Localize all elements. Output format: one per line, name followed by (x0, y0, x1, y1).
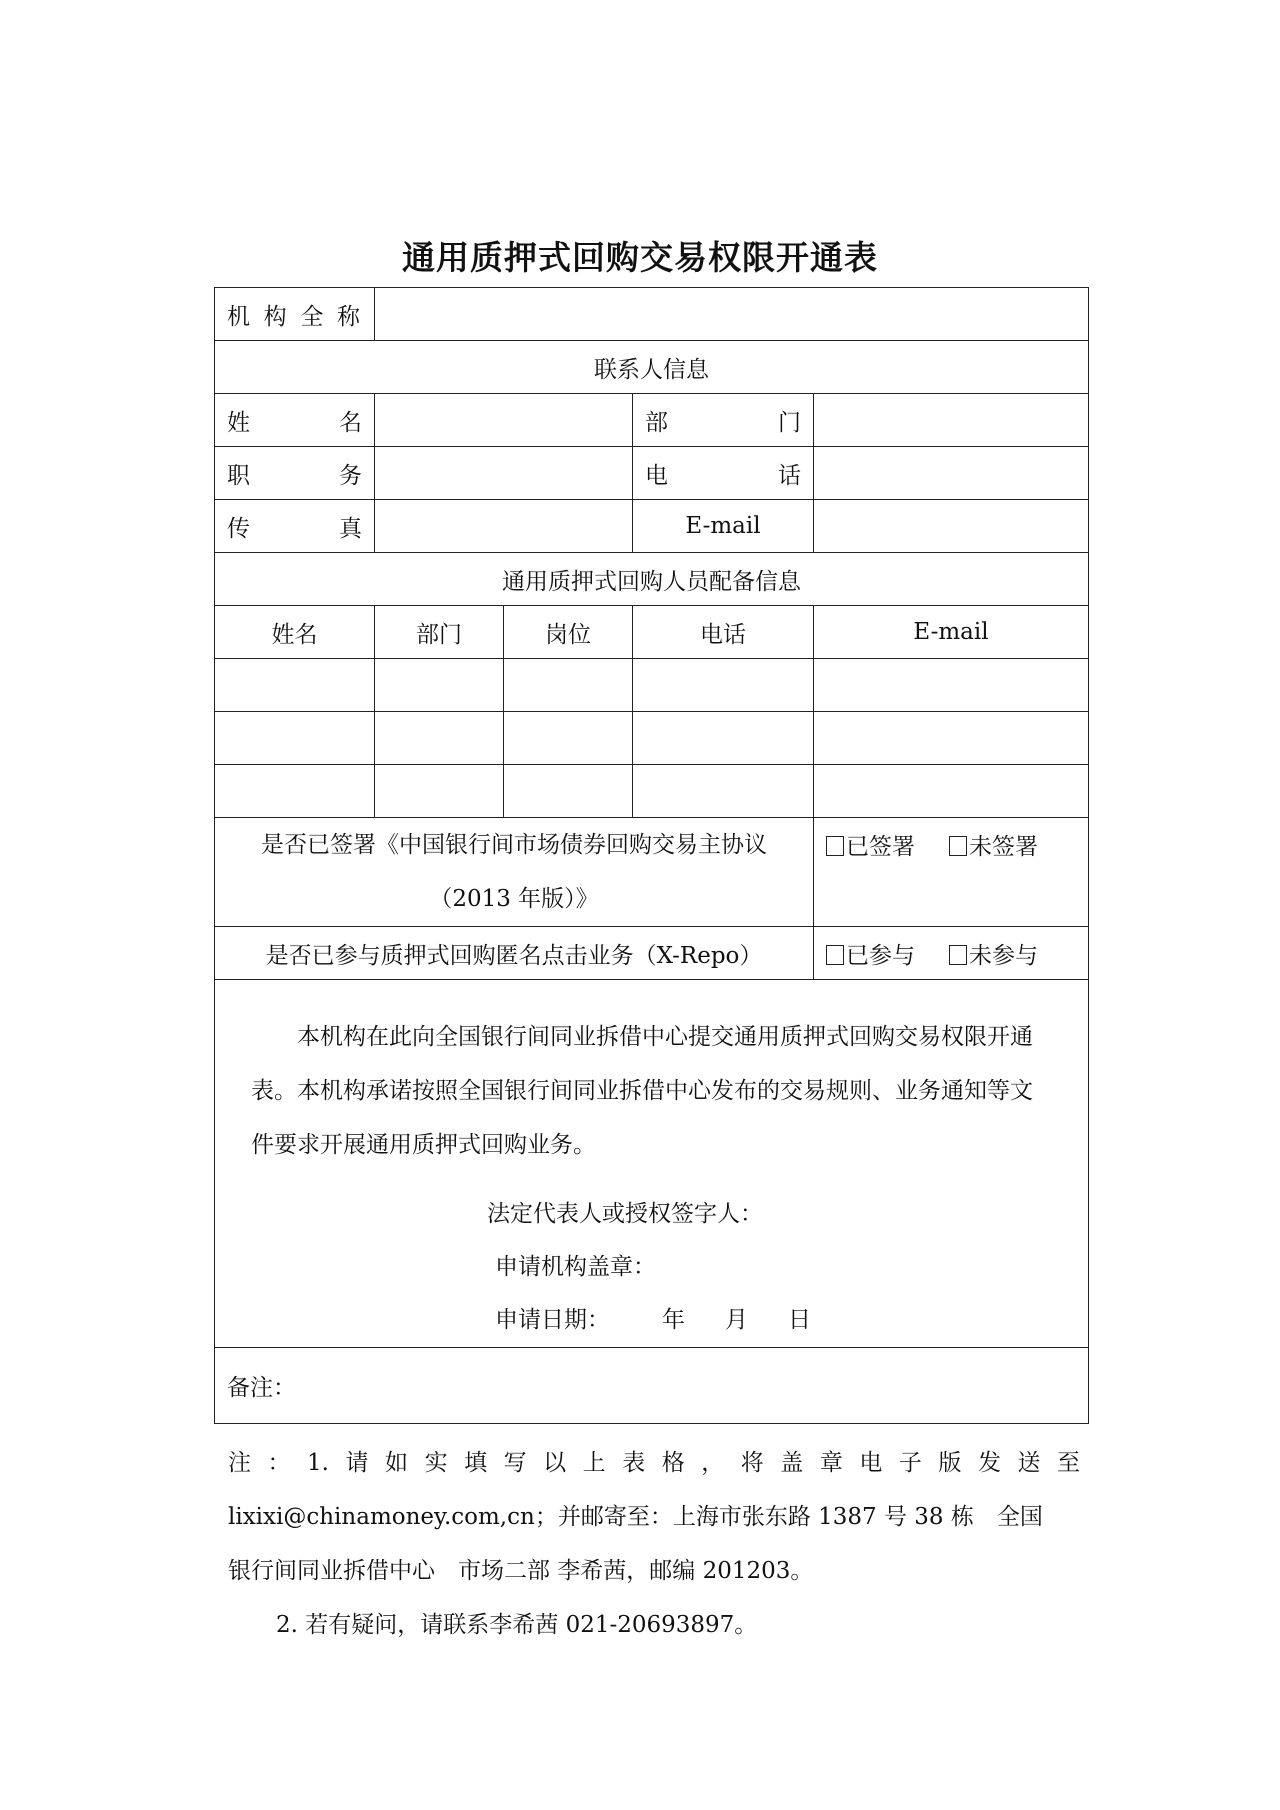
xrepo-options (814, 927, 1089, 980)
remarks-label: 备注： (227, 1375, 296, 1401)
contact-row (215, 447, 1089, 500)
staff-column-header: 电话 (633, 606, 814, 659)
contact-position-input[interactable] (375, 447, 633, 500)
contact-row (215, 500, 1089, 553)
contact-fax-label: 传真 (215, 500, 375, 553)
contact-fax-input[interactable] (375, 500, 633, 553)
institution-row (215, 288, 1089, 341)
contact-info-header: 联系人信息 (215, 341, 1089, 394)
date-year: 年 (662, 1307, 685, 1333)
staff-row (215, 765, 1089, 818)
checkbox-icon[interactable] (826, 945, 844, 965)
remarks-cell[interactable] (215, 1348, 1089, 1424)
date-month: 月 (725, 1307, 748, 1333)
staff-cell[interactable] (814, 659, 1089, 712)
statement-cell (215, 980, 1089, 1348)
date-label: 申请日期： (495, 1307, 610, 1333)
staff-info-header: 通用质押式回购人员配备信息 (215, 553, 1089, 606)
staff-cell[interactable] (633, 765, 814, 818)
contact-name-label: 姓名 (215, 394, 375, 447)
staff-cell[interactable] (633, 659, 814, 712)
note-line-2: lixixi@chinamoney.com,cn；并邮寄至：上海市张东路 1387 号 38 栋 全国 (228, 1504, 1043, 1530)
staff-row (215, 659, 1089, 712)
statement-row (215, 980, 1089, 1348)
checkbox-icon[interactable] (949, 945, 967, 965)
staff-cell[interactable] (633, 712, 814, 765)
staff-cell[interactable] (814, 712, 1089, 765)
institution-label: 机构全称 (215, 288, 375, 341)
xrepo-joined-option[interactable]: 已参与 (826, 937, 915, 970)
agreement-options (814, 818, 1089, 927)
contact-dept-input[interactable] (814, 394, 1089, 447)
contact-name-input[interactable] (375, 394, 633, 447)
signatory-label: 法定代表人或授权签字人： (487, 1201, 763, 1227)
staff-cell[interactable] (375, 712, 504, 765)
seal-label: 申请机构盖章： (495, 1254, 656, 1280)
staff-column-header: 岗位 (504, 606, 633, 659)
contact-phone-label: 电话 (633, 447, 814, 500)
permission-form-table (214, 287, 1089, 1424)
contact-position-label: 职务 (215, 447, 375, 500)
xrepo-not-joined-option[interactable]: 未参与 (949, 937, 1038, 970)
staff-cell[interactable] (215, 712, 375, 765)
contact-row (215, 394, 1089, 447)
contact-dept-label: 部门 (633, 394, 814, 447)
date-day: 日 (788, 1307, 811, 1333)
agreement-unsigned-option[interactable]: 未签署 (949, 828, 1038, 861)
remarks-row (215, 1348, 1089, 1424)
application-date (487, 1294, 1088, 1347)
contact-email-input[interactable] (814, 500, 1089, 553)
staff-columns-row (215, 606, 1089, 659)
staff-row (215, 712, 1089, 765)
staff-cell[interactable] (215, 765, 375, 818)
agreement-question-line2: （2013 年版）》 (429, 886, 599, 912)
agreement-row (215, 818, 1089, 927)
agreement-question (215, 818, 814, 927)
footnotes (228, 1436, 1080, 1652)
staff-column-header: 部门 (375, 606, 504, 659)
checkbox-icon[interactable] (826, 836, 844, 856)
note-line-1: 注：1.请如实填写以上表格，将盖章电子版发送至 (228, 1450, 1080, 1476)
statement-text: 本机构在此向全国银行间同业拆借中心提交通用质押式回购交易权限开通表。本机构承诺按照全国银行间同业拆借中心发布的交易规则、业务通知等文件要求开展通用质押式回购业务。 (251, 1024, 1033, 1158)
staff-column-header: 姓名 (215, 606, 375, 659)
staff-cell[interactable] (375, 765, 504, 818)
xrepo-row (215, 927, 1089, 980)
agreement-signed-option[interactable]: 已签署 (826, 828, 915, 861)
contact-email-label: E-mail (633, 500, 814, 553)
staff-column-header: E-mail (814, 606, 1089, 659)
staff-cell[interactable] (215, 659, 375, 712)
staff-cell[interactable] (375, 659, 504, 712)
note-line-4: 2. 若有疑问，请联系李希茜 021-20693897。 (276, 1612, 758, 1638)
staff-cell[interactable] (504, 765, 633, 818)
staff-cell[interactable] (504, 712, 633, 765)
agreement-question-line1: 是否已签署《中国银行间市场债券回购交易主协议 (261, 832, 767, 858)
staff-cell[interactable] (814, 765, 1089, 818)
note-line-3: 银行间同业拆借中心 市场二部 李希茜，邮编 201203。 (228, 1558, 814, 1584)
institution-input[interactable] (375, 288, 1089, 341)
signature-block (487, 1188, 1088, 1347)
checkbox-icon[interactable] (949, 836, 967, 856)
staff-cell[interactable] (504, 659, 633, 712)
contact-phone-input[interactable] (814, 447, 1089, 500)
xrepo-question: 是否已参与质押式回购匿名点击业务（X-Repo） (215, 927, 814, 980)
form-title: 通用质押式回购交易权限开通表 (402, 238, 878, 277)
